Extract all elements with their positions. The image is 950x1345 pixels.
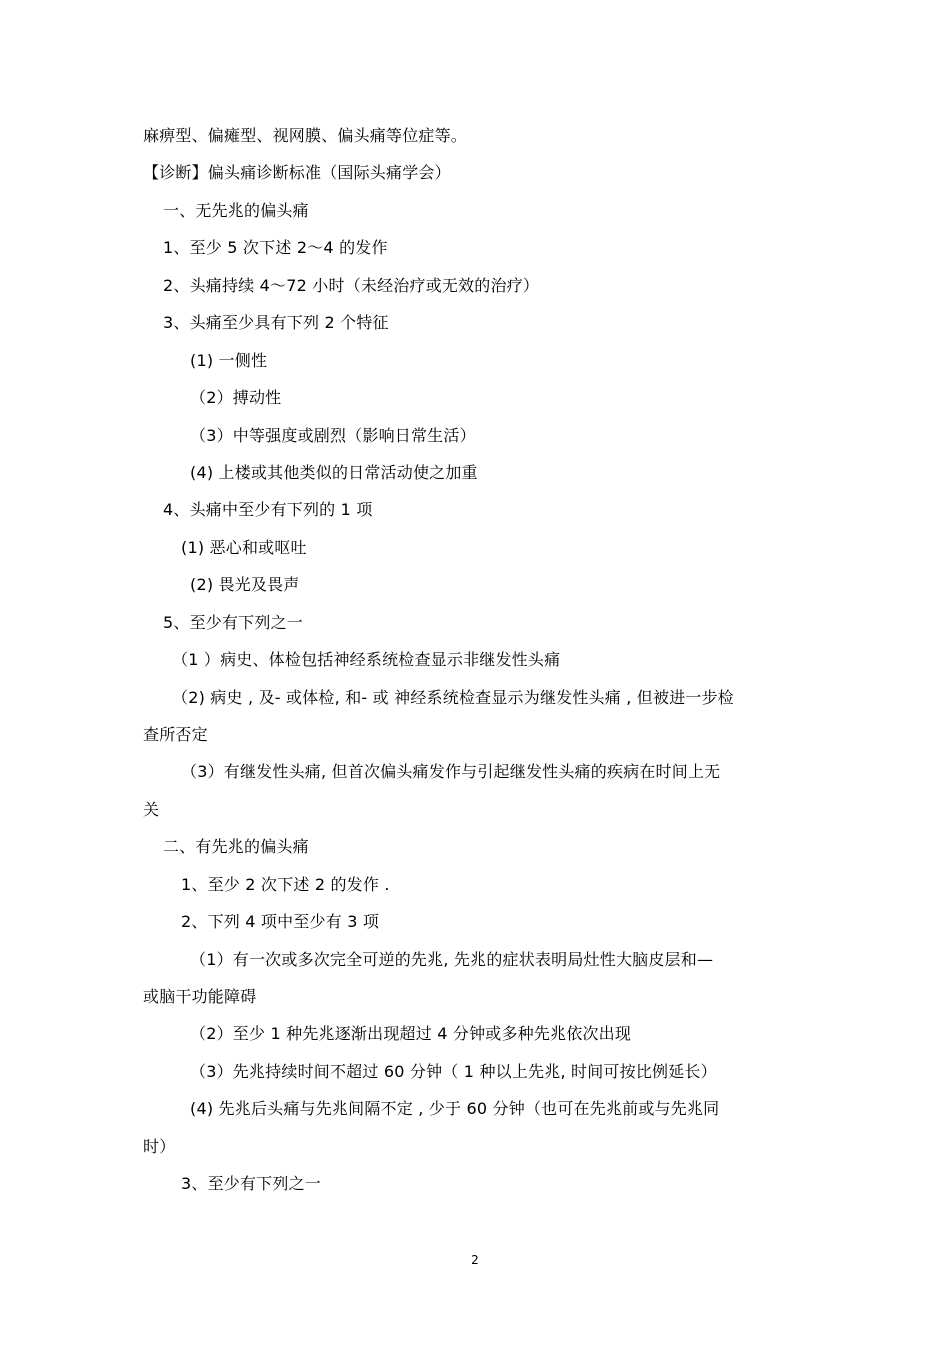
text-line: (4) 先兆后头痛与先兆间隔不定 , 少于 60 分钟（也可在先兆前或与先兆同 [190,1099,720,1118]
text-line: (4) 上楼或其他类似的日常活动使之加重 [190,463,478,482]
text-line: 1、至少 2 次下述 2 的发作 . [181,875,390,894]
text-line: （3）有继发性头痛, 但首次偏头痛发作与引起继发性头痛的疾病在时间上无 [181,762,721,781]
text-line: 3、头痛至少具有下列 2 个特征 [163,313,389,332]
page-number: 2 [471,1253,479,1267]
text-line: （3）中等强度或剧烈（影响日常生活） [190,426,476,445]
text-line: 关 [143,800,160,819]
text-line: 时） [143,1137,176,1156]
text-line: （2）搏动性 [190,388,282,407]
text-line: 或脑干功能障碍 [143,987,257,1006]
section-heading: 一、无先兆的偏头痛 [163,201,309,220]
text-line: （3）先兆持续时间不超过 60 分钟（ 1 种以上先兆, 时间可按比例延长） [190,1062,717,1081]
text-line: （1）有一次或多次完全可逆的先兆, 先兆的症状表明局灶性大脑皮层和— [190,950,714,969]
text-line: （2）至少 1 种先兆逐渐出现超过 4 分钟或多种先兆依次出现 [190,1024,632,1043]
text-line: 【诊断】偏头痛诊断标准（国际头痛学会） [143,163,451,182]
text-line: 3、至少有下列之一 [181,1174,321,1193]
text-line: 查所否定 [143,725,208,744]
text-line: （1 ）病史、体检包括神经系统检查显示非继发性头痛 [172,650,561,669]
text-line: （2) 病史 , 及- 或体检, 和- 或 神经系统检查显示为继发性头痛 , 但被进一步检 [172,688,735,707]
text-line: 5、至少有下列之一 [163,613,303,632]
text-line: 1、至少 5 次下述 2～4 的发作 [163,238,388,257]
section-heading: 二、有先兆的偏头痛 [163,837,309,856]
text-line: 2、下列 4 项中至少有 3 项 [181,912,380,931]
text-line: (1) 一侧性 [190,351,268,370]
text-line: 4、头痛中至少有下列的 1 项 [163,500,373,519]
text-line: 麻痹型、偏瘫型、视网膜、偏头痛等位症等。 [143,126,468,145]
text-line: (2) 畏光及畏声 [190,575,300,594]
text-line: 2、头痛持续 4～72 小时（未经治疗或无效的治疗） [163,276,540,295]
text-line: (1) 恶心和或呕吐 [181,538,307,557]
